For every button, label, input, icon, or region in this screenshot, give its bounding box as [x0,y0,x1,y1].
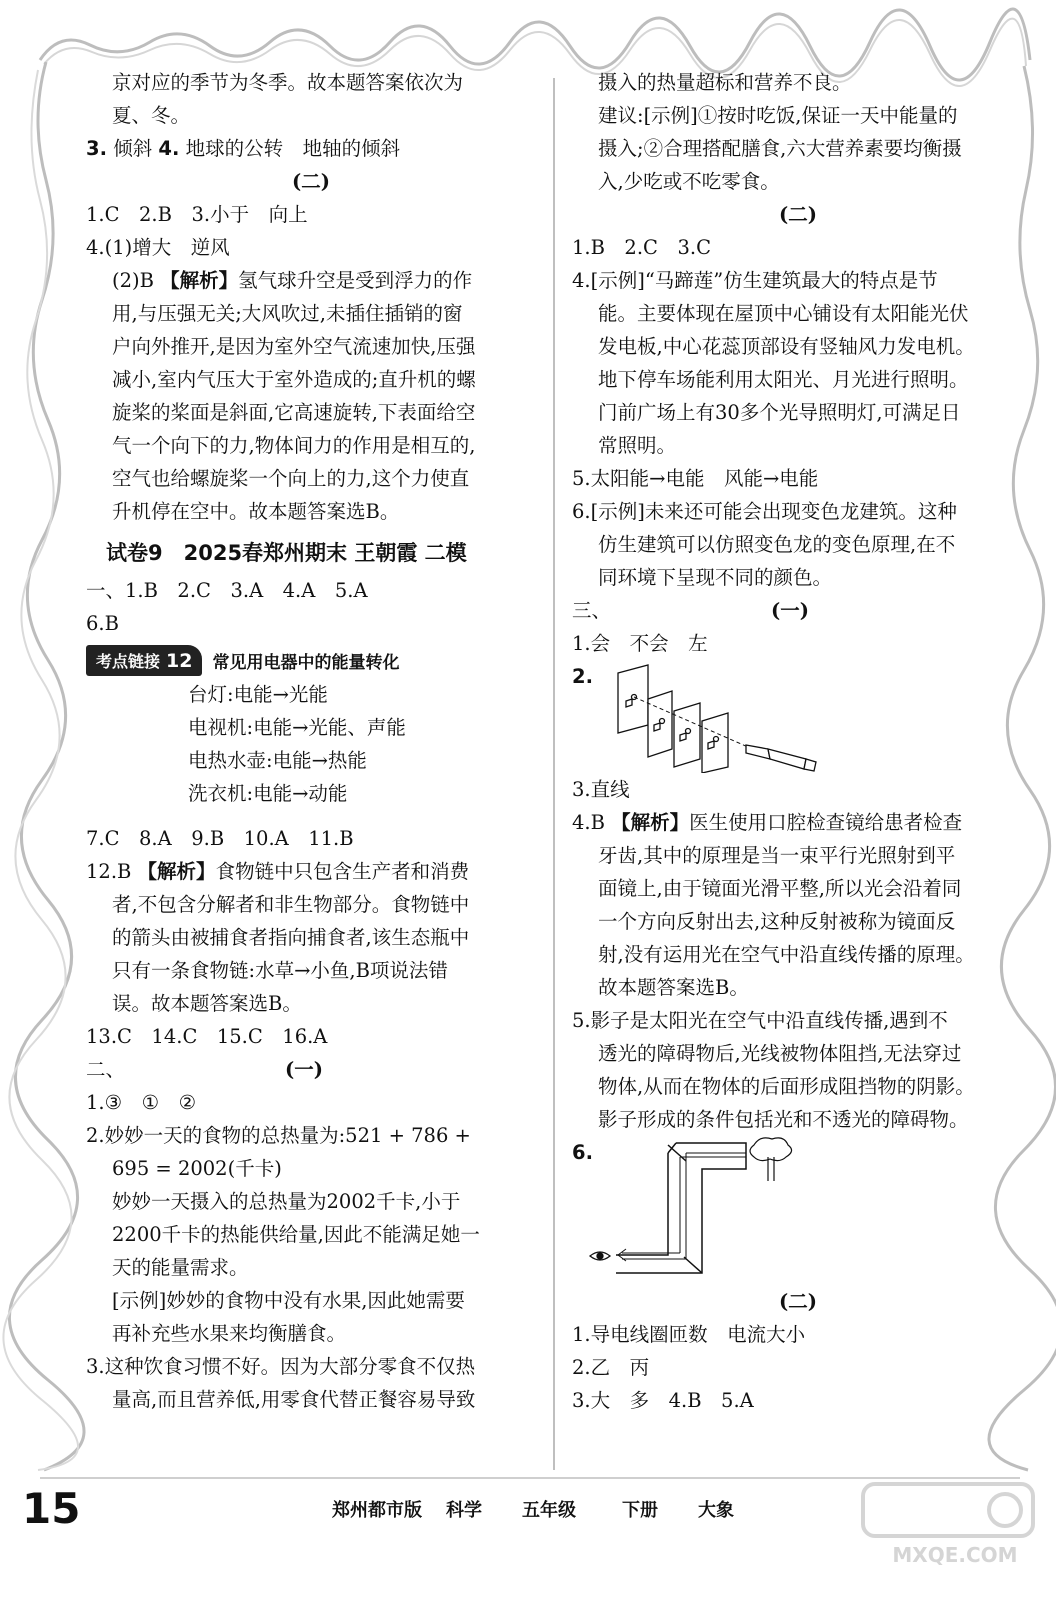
right-column [572,66,1024,1417]
answer-line: 3.大 多 4.B 5.A [572,1389,754,1412]
explanation-text: [示例]妙妙的食物中没有水果,因此她需要 [112,1289,465,1312]
eye-icon [590,1252,610,1260]
explanation-text: 695 = 2002(千卡) [112,1157,282,1180]
answer-line: 3. 倾斜 4. 地球的公转 地轴的倾斜 [86,137,401,160]
explanation-text: (2)B 【解析】氢气球升空是受到浮力的作 [112,269,473,292]
answer-line: 6. [572,1141,593,1164]
answer-line: 7.C 8.A 9.B 10.A 11.B [86,827,354,850]
footer-grade: 五年级 [522,1500,576,1521]
explanation-text: 门前广场上有30多个光导照明灯,可满足日 [598,401,961,424]
flashlight-icon [746,745,816,771]
explanation-text: 误。故本题答案选B。 [112,992,302,1015]
explanation-text: 用,与压强无关;大风吹过,未插住插销的窗 [112,302,463,325]
energy-item: 电视机:电能→光能、声能 [188,716,406,739]
explanation-text: 能。主要体现在屋顶中心铺设有太阳能光伏 [598,302,969,325]
energy-item: 洗衣机:电能→动能 [188,782,348,805]
explanation-text: 仿生建筑可以仿照变色龙的变色原理,在不 [598,533,956,556]
knowledge-point-badge: 考点链接 12 [86,645,202,676]
explanation-text: 建议:[示例]①按时吃饭,保证一天中能量的 [598,104,958,127]
energy-item: 台灯:电能→光能 [188,683,328,706]
section-heading: (二) [779,1290,817,1313]
footer-publisher: 大象 [698,1500,734,1521]
footer-volume: 下册 [622,1500,658,1521]
knowledge-point-banner [86,644,536,676]
section-heading: 二、 (一) [86,1058,323,1081]
answer-line: 4.(1)增大 逆风 [86,236,230,259]
explanation-text: 空气也给螺旋桨一个向上的力,这个力使直 [112,467,470,490]
answer-line: 5.太阳能→电能 风能→电能 [572,467,819,490]
explanation-text: 一个方向反射出去,这种反射被称为镜面反 [598,910,956,933]
answer-line: 4.[示例]“马蹄莲”仿生建筑最大的特点是节 [572,269,938,292]
section-heading: (二) [292,170,330,193]
text-line: 京对应的季节为冬季。故本题答案依次为 [112,71,464,94]
explanation-text: 物体,从而在物体的后面形成阻挡物的阴影。 [598,1075,975,1098]
tree-icon [750,1138,792,1181]
answer-line: 1.B 2.C 3.C [572,236,711,259]
explanation-text: 地下停车场能利用太阳光、月光进行照明。 [598,368,969,391]
explanation-text: 2200千卡的热能供给量,因此不能满足她一 [112,1223,480,1246]
energy-item: 电热水壶:电能→热能 [188,749,367,772]
answer-line: 2.妙妙一天的食物的总热量为:521 + 786 + [86,1124,471,1147]
answer-line: 13.C 14.C 15.C 16.A [86,1025,328,1048]
explanation-text: 升机停在空中。故本题答案选B。 [112,500,400,523]
answer-line: 2.乙 丙 [572,1356,650,1379]
explanation-text: 的箭头由被捕食者指向捕食者,该生态瓶中 [112,926,470,949]
periscope-figure [586,1135,846,1285]
light-cards-figure [608,663,848,773]
explanation-text: 者,不包含分解者和非生物部分。食物链中 [112,893,470,916]
explanation-text: 常照明。 [598,434,677,457]
explanation-text: 妙妙一天摄入的总热量为2002千卡,小于 [112,1190,461,1213]
explanation-text: 发电板,中心花蕊顶部设有竖轴风力发电机。 [598,335,975,358]
answer-line: 4.B 【解析】医生使用口腔检查镜给患者检查 [572,811,963,834]
answer-line: 6.[示例]未来还可能会出现变色龙建筑。这种 [572,500,957,523]
answer-line: 3.直线 [572,778,630,801]
text-line: 夏、冬。 [112,104,191,127]
explanation-text: 入,少吃或不吃零食。 [598,170,780,193]
explanation-text: 减小,室内气压大于室外造成的;直升机的螺 [112,368,476,391]
explanation-text: 同环境下呈现不同的颜色。 [598,566,833,589]
explanation-text: 天的能量需求。 [112,1256,249,1279]
explanation-text: 量高,而且营养低,用零食代替正餐容易导致 [112,1388,476,1411]
svg-text:MXQE.COM: MXQE.COM [892,1543,1018,1567]
answer-line: 6.B [86,612,119,635]
explanation-text: 再补充些水果来均衡膳食。 [112,1322,347,1345]
answer-line: 一、1.B 2.C 3.A 4.A 5.A [86,579,368,602]
explanation-text: 摄入;②合理搭配膳食,六大营养素要均衡摄 [598,137,962,160]
footer-edition: 郑州都市版 [332,1500,422,1521]
explanation-text: 面镜上,由于镜面光滑平整,所以光会沿着同 [598,877,962,900]
explanation-text: 摄入的热量超标和营养不良。 [598,71,852,94]
answer-line: 1.C 2.B 3.小于 向上 [86,203,308,226]
answer-line: 2. [572,665,593,688]
answer-line: 3.这种饮食习惯不好。因为大部分零食不仅热 [86,1355,476,1378]
explanation-text: 旋桨的桨面是斜面,它高速旋转,下表面给空 [112,401,476,424]
section-heading: 三、 (一) [572,599,809,622]
exam-title: 试卷9 2025春郑州期末 王朝霞 二模 [106,541,467,565]
answer-line: 1.导电线圈匝数 电流大小 [572,1323,806,1346]
answer-line: 1.③ ① ② [86,1091,197,1114]
explanation-text: 透光的障碍物后,光线被物体阻挡,无法穿过 [598,1042,962,1065]
answer-line: 5.影子是太阳光在空气中沿直线传播,遇到不 [572,1009,948,1032]
page-number: 15 [22,1484,81,1533]
left-column [86,66,536,1416]
explanation-text: 故本题答案选B。 [598,976,749,999]
explanation-text: 影子形成的条件包括光和不透光的障碍物。 [598,1108,969,1131]
knowledge-point-title: 常见用电器中的能量转化 [212,652,400,673]
explanation-text: 气一个向下的力,物体间力的作用是相互的, [112,434,476,457]
explanation-text: 牙齿,其中的原理是当一束平行光照射到平 [598,844,956,867]
explanation-text: 射,没有运用光在空气中沿直线传播的原理。 [598,943,975,966]
watermark-logo [855,1470,1045,1570]
footer-subject: 科学 [446,1500,482,1521]
answer-line: 12.B 【解析】食物链中只包含生产者和消费 [86,860,470,883]
explanation-text: 只有一条食物链:水草→小鱼,B项说法错 [112,959,448,982]
section-heading: (二) [779,203,817,226]
explanation-text: 户向外推开,是因为室外空气流速加快,压强 [112,335,476,358]
answer-line: 1.会 不会 左 [572,632,708,655]
